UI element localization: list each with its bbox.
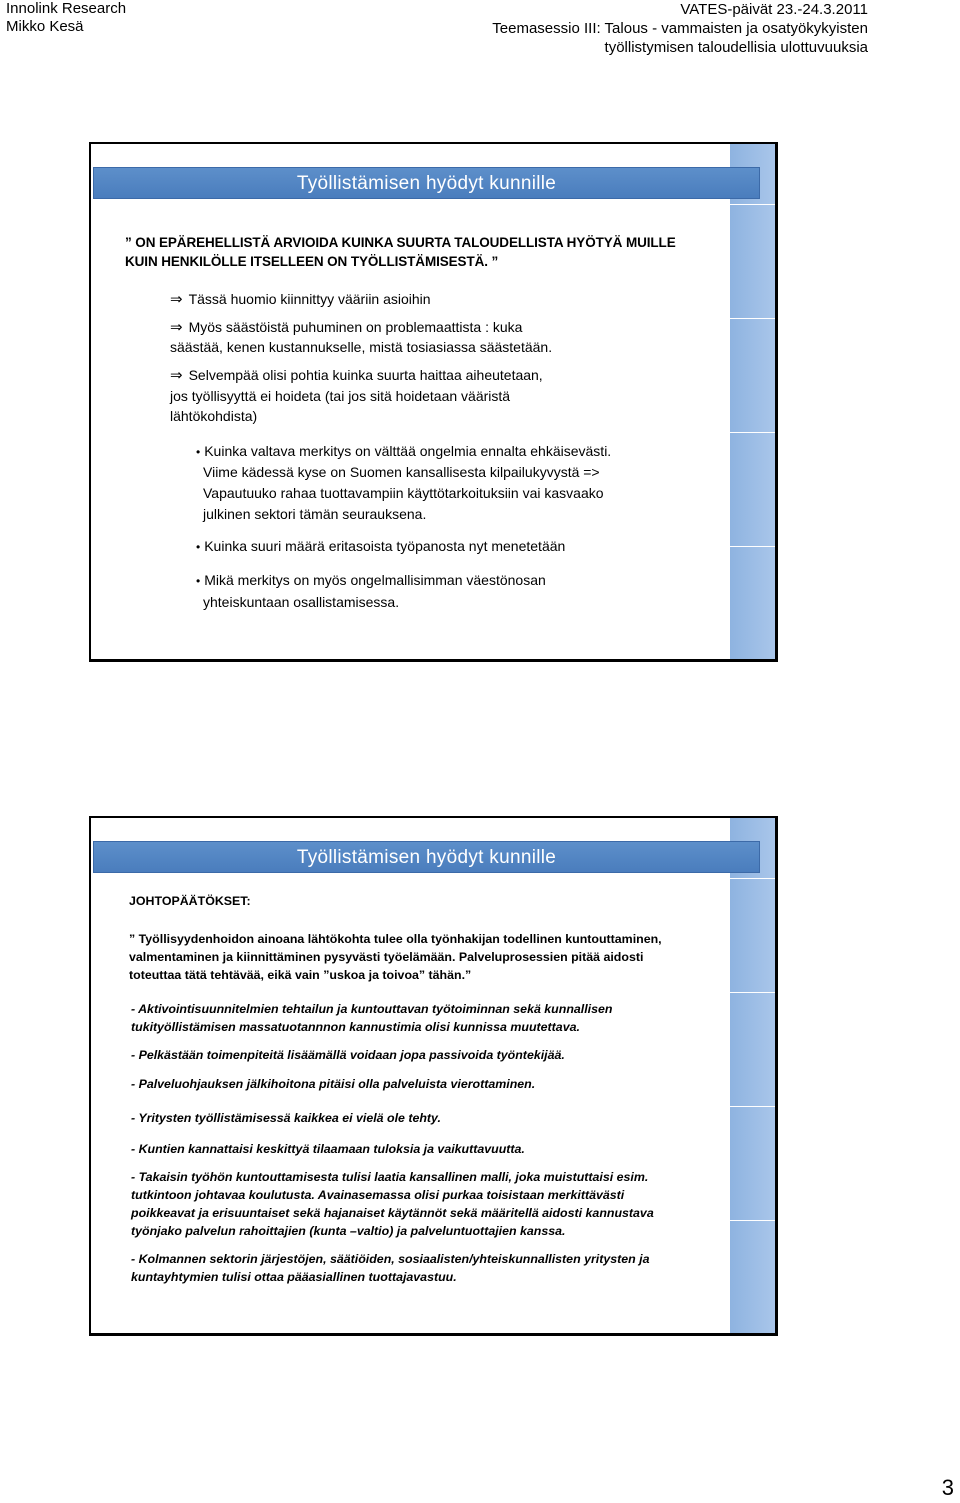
slide-1-bullet-1	[196, 441, 611, 462]
intro-line3: toteuttaa tätä tehtävää, eikä vain ”uskoa ja toivoa” tähän.”	[129, 968, 472, 982]
bullet-2-text: Kuinka suuri määrä eritasoista työpanosta nyt menetetään	[204, 538, 566, 554]
point-3-line3: lähtökohdista)	[170, 408, 258, 424]
header-right	[492, 0, 868, 57]
item-4: - Yritysten työllistämisessä kaikkea ei vielä ole tehty.	[131, 1111, 441, 1125]
item-1-line2: tukityöllistämisen massatuotannnon kannustimia olisi kunnissa muutettava.	[131, 1020, 580, 1034]
header-session-line1: Teemasessio III: Talous - vammaisten ja osatyökykyisten	[492, 20, 868, 37]
slide-1-lead-line1: ” ON EPÄREHELLISTÄ ARVIOIDA KUINKA SUURTA TALOUDELLISTA HYÖTYÄ MUILLE	[125, 235, 676, 250]
item-6-line3: poikkeavat ja erisuuntaiset sekä hajanaiset käytännöt sekä määritellä aidosti kannustava	[131, 1206, 654, 1220]
point-2-line1: Myös säästöistä puhuminen on problemaattista : kuka	[188, 319, 523, 335]
bullet-3-line2: yhteiskuntaan osallistamisessa.	[203, 594, 400, 610]
point-2-line2: säästää, kenen kustannukselle, mistä tosiasiassa säästetään.	[170, 339, 553, 355]
item-2: - Pelkästään toimenpiteitä lisäämällä voidaan jopa passivoida työntekijää.	[131, 1048, 565, 1062]
bullet-1-line2: Viime kädessä kyse on Suomen kansallisesta kilpailukyvystä =>	[203, 464, 600, 480]
slide-1-point-2	[170, 317, 522, 337]
slide-1-point-1	[170, 289, 431, 309]
slide-1-title: Työllistämisen hyödyt kunnille	[93, 167, 760, 199]
item-7-line1: - Kolmannen sektorin järjestöjen, säätiöiden, sosiaalisten/yhteiskunnallisten yritysten ja	[131, 1252, 650, 1266]
item-3: - Palveluohjauksen jälkihoitona pitäisi olla palveluista vierottaminen.	[131, 1077, 536, 1091]
bullet-1-line4: julkinen sektori tämän seurauksena.	[203, 506, 427, 522]
item-1-line1: - Aktivointisuunnitelmien tehtailun ja kuntouttavan työtoiminnan sekä kunnallisen	[131, 1002, 613, 1016]
item-5: - Kuntien kannattaisi keskittyä tilaamaan tuloksia ja vaikuttavuutta.	[131, 1142, 525, 1156]
intro-line1: ” Työllisyydenhoidon ainoana lähtökohta tulee olla työnhakijan todellinen kuntouttaminen,	[129, 932, 662, 946]
slide-1-bullet-3	[196, 570, 546, 591]
item-7-line2: kuntayhtymien tulisi ottaa pääasiallinen tuottajavastuu.	[131, 1270, 457, 1284]
bullet-1-line3: Vapautuuko rahaa tuottavampiin käyttötarkoituksiin vai kasvaako	[203, 485, 604, 501]
point-3-line2: jos työllisyyttä ei hoideta (tai jos sitä hoidetaan vääristä	[170, 388, 511, 404]
header-author: Mikko Kesä	[6, 18, 84, 35]
slide-1-lead-line2: KUIN HENKILÖLLE ITSELLEEN ON TYÖLLISTÄMISESTÄ. ”	[125, 254, 499, 269]
intro-line2: valmentaminen ja kiinnittäminen pysyvästi työelämään. Palveluprosessien pitää aidosti	[129, 950, 644, 964]
header-session-line2: työllistymisen taloudellisia ulottuvuuksia	[604, 39, 868, 56]
header-org: Innolink Research	[6, 0, 127, 17]
arrow-right-icon: ⇒	[170, 318, 183, 336]
slide-1-side-bar	[730, 144, 775, 659]
bullet-3-line1: Mikä merkitys on myös ongelmallisimman väestönosan	[204, 572, 546, 588]
slide-1-bullet-2	[196, 536, 565, 557]
header-event: VATES-päivät 23.-24.3.2011	[680, 1, 868, 18]
slide-2-title: Työllistämisen hyödyt kunnille	[93, 841, 760, 873]
bullet-icon: •	[196, 574, 201, 588]
slide-2-side-bar	[730, 818, 775, 1333]
slide-1-point-3	[170, 365, 543, 385]
item-6-line4: työnjako palvelun rahoittajien (kunta –valtio) ja palveluntuottajien kanssa.	[131, 1224, 566, 1238]
slide-2-heading: JOHTOPÄÄTÖKSET:	[129, 894, 251, 908]
page-number: 3	[941, 1475, 954, 1500]
bullet-1-line1: Kuinka valtava merkitys on välttää ongelmia ennalta ehkäisevästi.	[204, 443, 612, 459]
bullet-icon: •	[196, 445, 201, 459]
header-left	[6, 0, 126, 36]
slide-2	[89, 816, 778, 1336]
arrow-right-icon: ⇒	[170, 290, 183, 308]
bullet-icon: •	[196, 540, 201, 554]
item-6-line1: - Takaisin työhön kuntouttamisesta tulisi laatia kansallinen malli, joka muistuttaisi esim.	[131, 1170, 649, 1184]
slide-1	[89, 142, 778, 662]
arrow-right-icon: ⇒	[170, 366, 183, 384]
point-1-text: Tässä huomio kiinnittyy vääriin asioihin	[188, 291, 431, 307]
item-6-line2: tutkintoon johtavaa koulutusta. Avainasemassa olisi purkaa toisistaan merkittävästi	[131, 1188, 625, 1202]
point-3-line1: Selvempää olisi pohtia kuinka suurta haittaa aiheutetaan,	[188, 367, 543, 383]
